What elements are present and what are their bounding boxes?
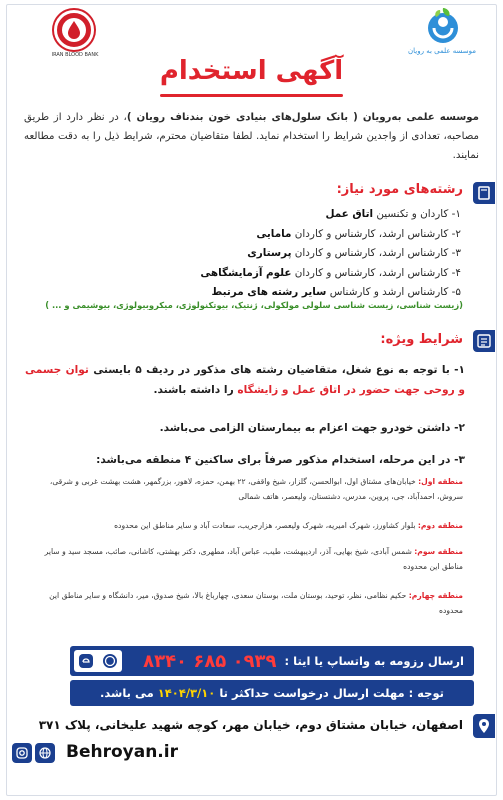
header [0,0,503,60]
condition-2: ۲- داشتن خودرو جهت اعزام به بیمارستان الزامی می‌باشد. [159,422,465,434]
list-item: ۵- کارشناس ارشد و کارشناس سایر رشته های مرتبط [211,286,461,298]
region-1: منطقه اول: خیابان‌های مشتاق اول، ابوالحسن، گلزار، شیخ واقفی، ۲۲ بهمن، حمزه، لاهور، بزرگمهر، هشت بهشت غربی و شرقی، سروش، احمدآباد، جی، پروین، مدرس، دشتستان، ولیعصر، هاتف شمالی [49,477,463,501]
page-title: آگهی استخدام [159,56,344,86]
whatsapp-icon[interactable] [102,653,118,669]
address-text: اصفهان، خیابان مشتاق دوم، خیابان مهر، کوچه شهید علیخانی، پلاک ۳۷۱ [38,718,463,732]
region-4: منطقه چهارم: حکیم نظامی، نظر، توحید، بوستان ملت، بوستان سعدی، چهارباغ بالا، شیخ صدوق، میر، دانشگاه و سایر مناطق این محدوده [49,591,463,615]
instagram-icon[interactable] [12,743,32,763]
messenger-icons [74,650,122,672]
website-link[interactable]: Behroyan.ir [66,742,178,762]
address-marker [473,714,495,738]
cta-phone-number[interactable]: ۰۹۳۹ ۶۸۵ ۸۳۴۰ [143,650,277,672]
condition-1-highlight: توان جسمی و روحی جهت حضور در اتاق عمل و زایشگاه [25,364,465,396]
fields-list [41,205,461,303]
blood-bank-logo-caption: IRAN BLOOD BANK [51,52,99,58]
list-item: ۱- کاردان و تکنسین اتاق عمل [325,208,461,220]
list-item: ۳- کارشناس ارشد، کارشناس و کاردان پرستاری [247,247,461,259]
fields-section-marker [473,182,495,204]
region-3: منطقه سوم: شمس آبادی، شیخ بهایی، آذر، اردیبهشت، طیب، عباس آباد، مطهری، دکتر بهشتی، کاشانی، صائب، مسجد سید و سایر مناطق این محدوده [44,547,463,571]
location-pin-icon [478,718,490,734]
intro-text: ، در نظر دارد از طریق مصاحبه، تعدادی از واجدین شرایط را استخدام نماید. لطفا متقاضیان محترم، شرایط ذیل را به دقت مطالعه نمایند. [24,112,479,161]
deadline-notice: توجه : مهلت ارسال درخواست حداکثر تا ۱۴۰۴/۳/۱۰ می باشد. [70,680,474,706]
footer-icons [12,742,60,764]
globe-icon[interactable] [35,743,55,763]
blood-drop-icon [60,16,88,44]
behroyan-logo-icon [420,6,466,46]
list-item: ۴- کارشناس ارشد، کارشناس و کاردان علوم آزمایشگاهی [200,266,461,279]
region-2: منطقه دوم: بلوار کشاورز، شهرک امیریه، شهرک ولیعصر، هزارجریب، سعادت آباد و سایر مناطق این محدوده [114,521,463,530]
cta-label: ارسال رزومه به واتساپ یا ایتا : [284,654,464,668]
resume-cta-bar[interactable] [70,646,474,676]
behroyan-logo-caption: موسسه علمی به رویان [408,47,476,55]
conditions-heading: شرایط ویژه: [380,332,463,347]
checklist-icon [477,334,491,348]
fields-heading: رشته‌های مورد نیاز: [336,182,463,197]
intro-paragraph [24,108,479,165]
fields-note: (زیست شناسی، زیست شناسی سلولی مولکولی، ژنتیک، بیوتکنولوژی، میکروبیولوژی، بیوشیمی و ... ) [45,300,463,310]
book-icon [478,186,490,200]
condition-3: ۳- در این مرحله، استخدام مذکور صرفاً برای ساکنین ۴ منطقه می‌باشد: [96,454,465,466]
conditions-section-marker [473,330,495,352]
intro-org-name: موسسه علمی به‌رویان ( بانک سلول‌های بنیادی خون بندناف رویان ) [126,112,479,123]
condition-1: ۱- با توجه به نوع شغل، متقاضیان رشته های مذکور در ردیف ۵ بایستی توان جسمی و روحی جهت حضور در اتاق عمل و زایشگاه را داشته باشند. [25,364,465,396]
title-underline [160,94,343,97]
deadline-date: ۱۴۰۴/۳/۱۰ [157,686,216,700]
blood-bank-logo [54,10,94,50]
eitaa-icon[interactable] [78,653,94,669]
list-item: ۲- کارشناس ارشد، کارشناس و کاردان مامایی [256,227,461,240]
